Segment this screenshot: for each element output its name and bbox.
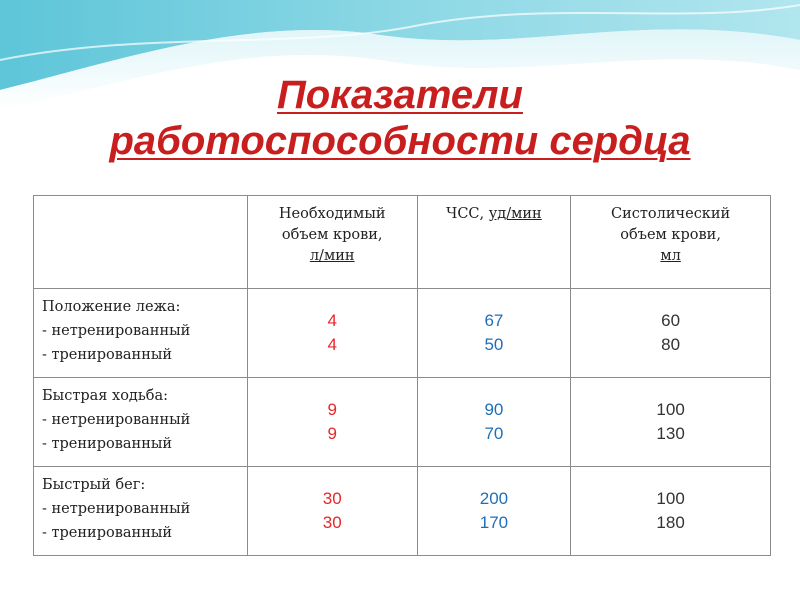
header-heart-rate <box>417 196 571 289</box>
row-label-line: - нетренированный <box>42 412 191 428</box>
value-trained: 30 <box>322 513 342 532</box>
row-label-line: Быстрая ходьба: <box>42 388 169 404</box>
value-untrained: 9 <box>327 400 337 419</box>
value-untrained: 30 <box>322 489 342 508</box>
row-label-line: - тренированный <box>42 525 173 541</box>
row-label-line: - тренированный <box>42 347 173 363</box>
title-line-1: Показатели <box>277 73 523 117</box>
value-trained: 4 <box>327 335 337 354</box>
row-label-line: Быстрый бег: <box>42 477 146 493</box>
header-line: ЧСС, <box>446 206 489 222</box>
value-untrained: 67 <box>484 311 504 330</box>
value-untrained: 4 <box>327 311 337 330</box>
row-label-fast-run <box>34 467 248 556</box>
row-label-line: Положение лежа: <box>42 299 181 315</box>
table-row <box>34 378 771 467</box>
value-untrained: 200 <box>479 489 509 508</box>
value-untrained: 100 <box>656 400 685 419</box>
table-row <box>34 467 771 556</box>
header-empty-cell <box>34 196 248 289</box>
heart-performance-table <box>33 195 771 556</box>
header-unit: л/мин <box>309 248 355 264</box>
value-trained: 130 <box>656 424 685 443</box>
value-untrained: 100 <box>656 489 685 508</box>
value-untrained: 60 <box>661 311 681 330</box>
value-trained: 80 <box>661 335 681 354</box>
stroke-volume-cell <box>571 467 771 556</box>
row-label-lying <box>34 289 248 378</box>
header-line: Необходимый <box>278 206 386 222</box>
row-label-line: - нетренированный <box>42 323 191 339</box>
heart-rate-cell <box>417 467 571 556</box>
header-unit: мл <box>660 248 681 264</box>
blood-volume-cell <box>247 467 417 556</box>
page-title <box>0 72 800 164</box>
header-blood-volume <box>247 196 417 289</box>
value-trained: 180 <box>656 513 685 532</box>
table-header-row <box>34 196 771 289</box>
header-stroke-volume <box>571 196 771 289</box>
value-trained: 9 <box>327 424 337 443</box>
row-label-fast-walk <box>34 378 248 467</box>
row-label-line: - нетренированный <box>42 501 191 517</box>
heart-rate-cell <box>417 289 571 378</box>
value-trained: 70 <box>484 424 504 443</box>
value-untrained: 90 <box>484 400 504 419</box>
header-line: объем крови, <box>620 227 721 243</box>
stroke-volume-cell <box>571 378 771 467</box>
value-trained: 170 <box>479 513 509 532</box>
value-trained: 50 <box>484 335 504 354</box>
table-row <box>34 289 771 378</box>
title-line-2: работоспособности сердца <box>109 119 691 163</box>
row-label-line: - тренированный <box>42 436 173 452</box>
header-line: Систолический <box>611 206 731 222</box>
blood-volume-cell <box>247 378 417 467</box>
header-unit: уд/мин <box>488 206 542 222</box>
stroke-volume-cell <box>571 289 771 378</box>
heart-rate-cell <box>417 378 571 467</box>
header-line: объем крови, <box>281 227 383 243</box>
blood-volume-cell <box>247 289 417 378</box>
